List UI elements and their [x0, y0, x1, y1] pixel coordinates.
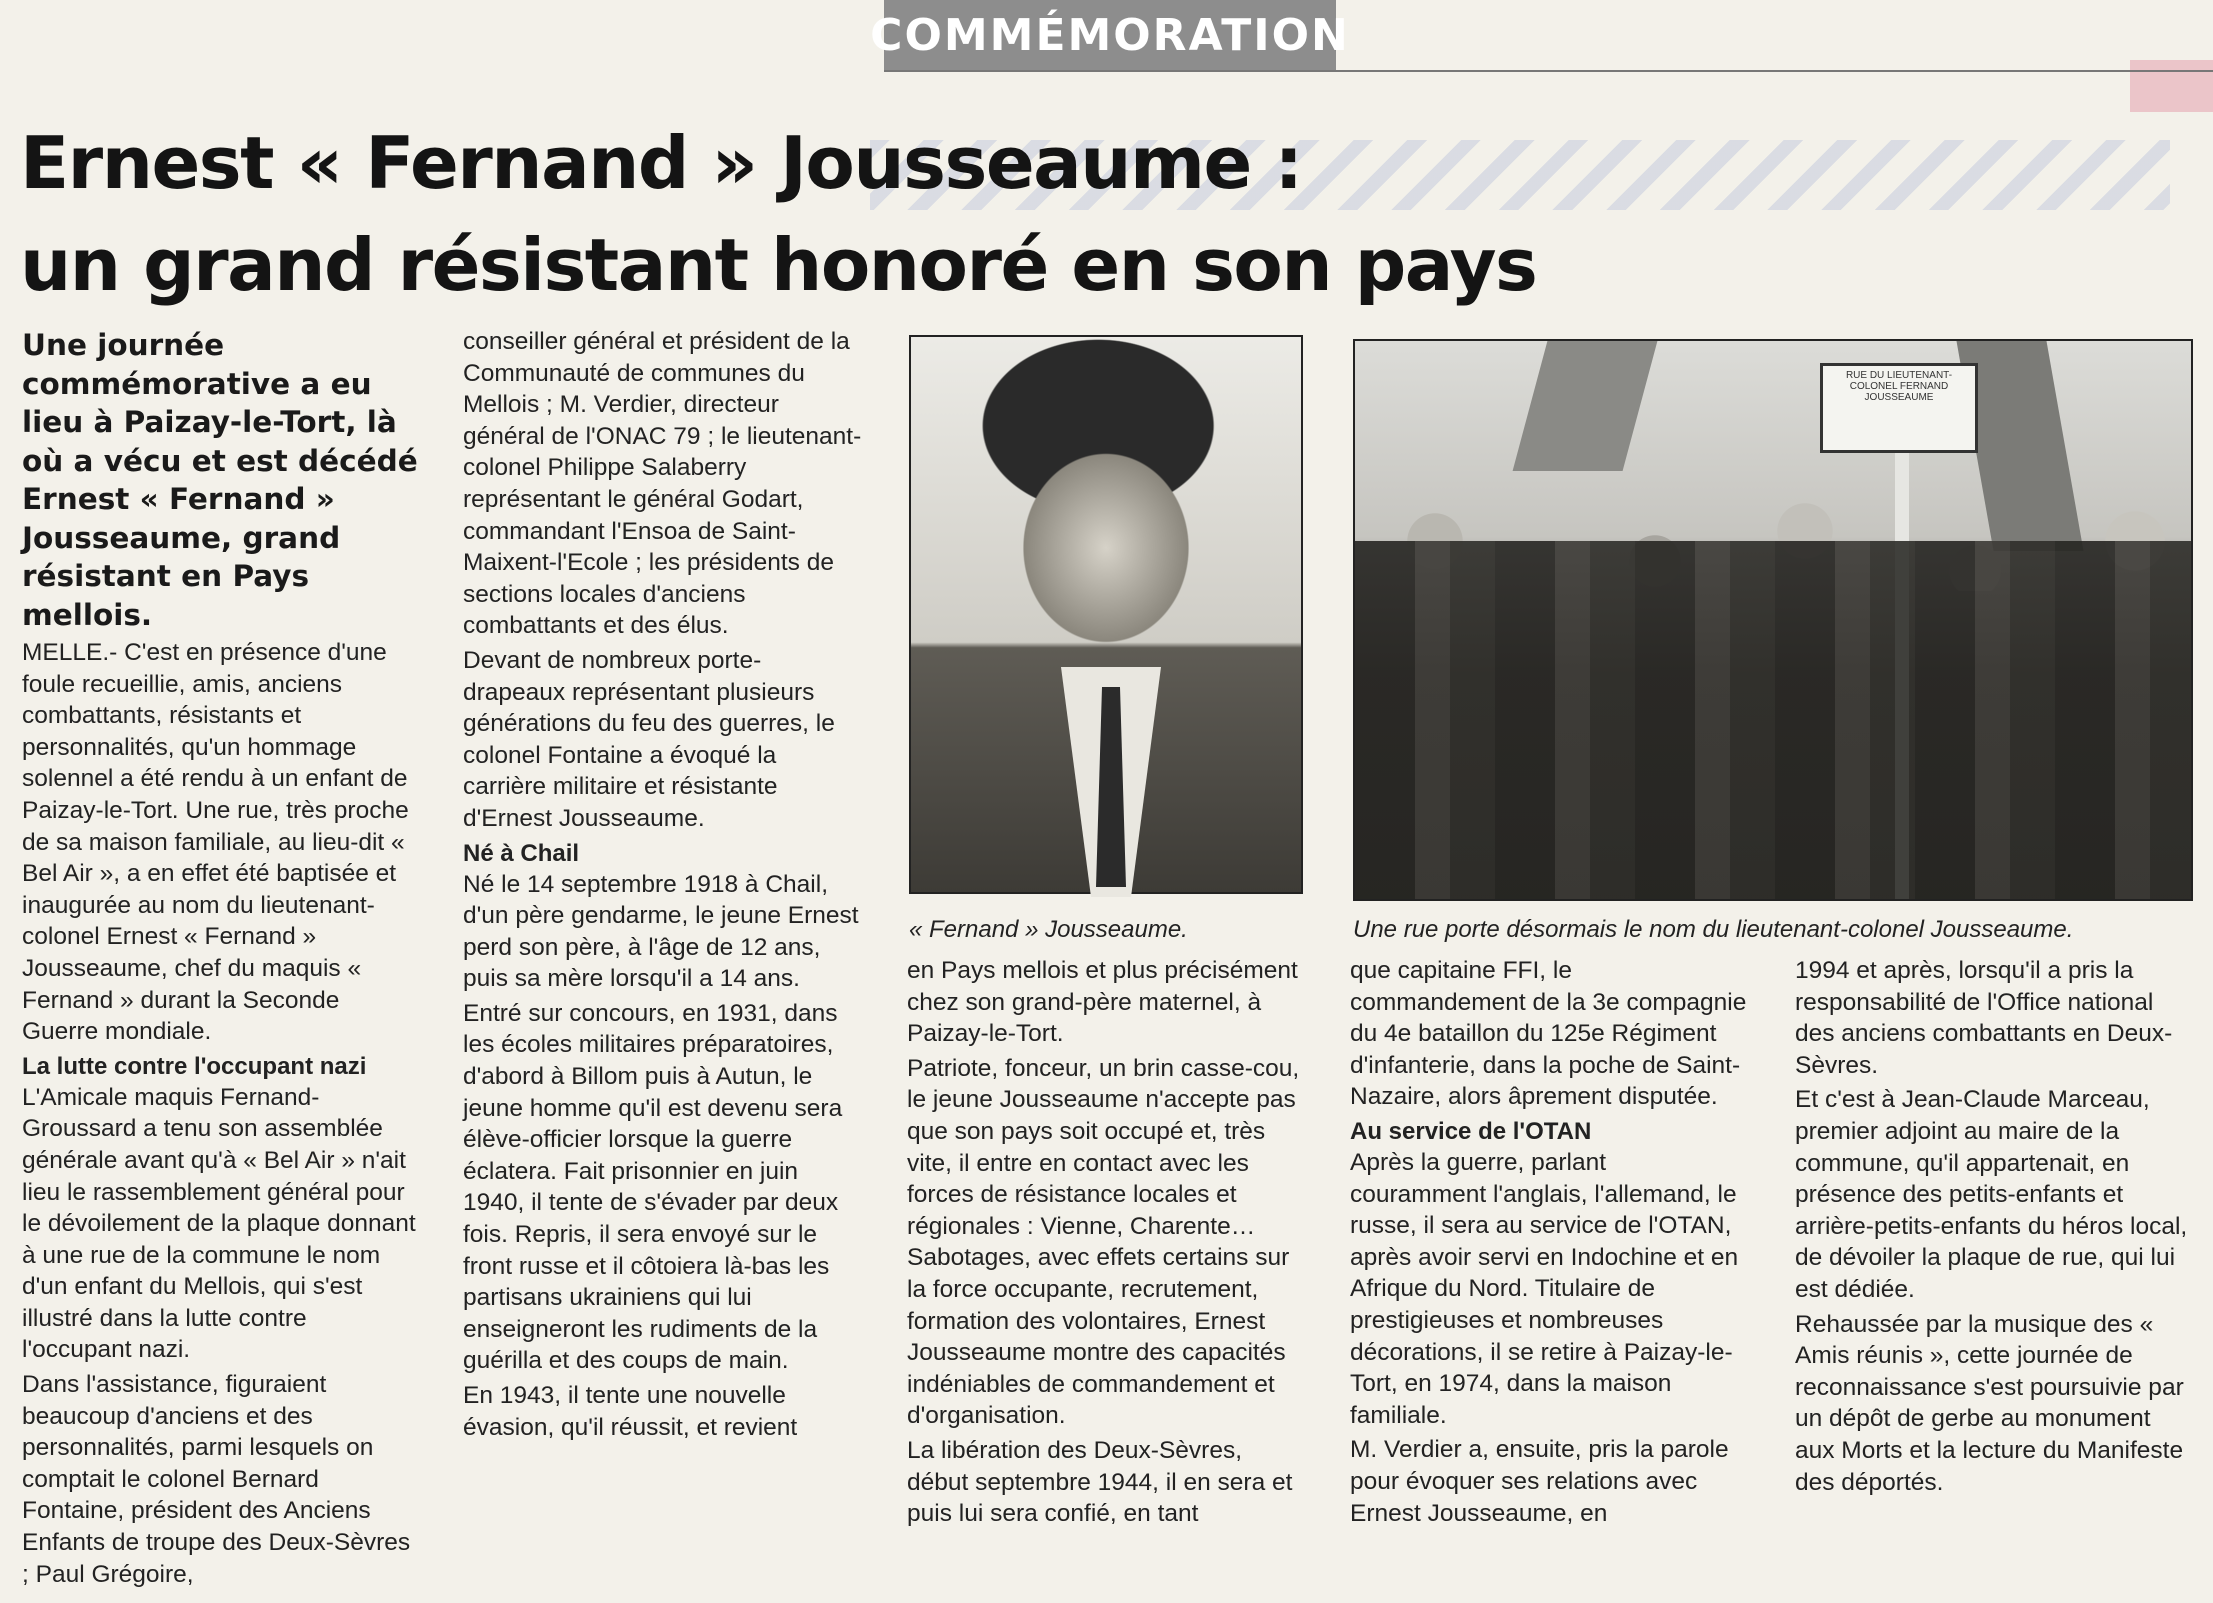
column-4	[1350, 955, 1748, 1532]
column-3	[907, 955, 1305, 1533]
headline-line-1: Ernest « Fernand » Jousseaume :	[20, 121, 1302, 205]
paragraph: Après la guerre, parlant couramment l'anglais, l'allemand, le russe, il sera au service de l'OTAN, après avoir servi en Indochine et en Afrique du Nord. Titulaire de prestigieuses et nombreuses décorations, il se retire à Paizay-le-Tort, en 1974, dans la maison familiale.	[1350, 1148, 1739, 1429]
street-sign: RUE DU LIEUTENANT-COLONEL FERNAND JOUSSEAUME	[1820, 363, 1978, 453]
section-rubric: COMMÉMORATION	[884, 0, 1336, 70]
paragraph: Né le 14 septembre 1918 à Chail, d'un père gendarme, le jeune Ernest perd son père, à l'âge de 12 ans, puis sa mère lorsqu'il a 14 ans.	[463, 870, 859, 993]
paragraph: L'Amicale maquis Fernand-Groussard a tenu son assemblée générale avant qu'à « Bel Air » n'ait lieu le rassemblement général pour le dévoilement de la plaque donnant à une rue de la commune le nom d'un enfant du Mellois, qui s'est illustré dans la lutte contre l'occupant nazi.	[22, 1083, 416, 1364]
paragraph: M. Verdier a, ensuite, pris la parole pour évoquer ses relations avec Ernest Jousseaume, en	[1350, 1436, 1729, 1527]
paragraph: Rehaussée par la musique des « Amis réunis », cette journée de reconnaissance s'est poursuivie par un dépôt de gerbe au monument aux Morts et la lecture du Manifeste des déportés.	[1795, 1310, 2184, 1496]
subheading: Au service de l'OTAN	[1350, 1117, 1592, 1145]
ceremony-photo	[1353, 339, 2193, 901]
portrait-caption: « Fernand » Jousseaume.	[909, 916, 1188, 943]
paragraph: que capitaine FFI, le commandement de la 3e compagnie du 4e bataillon du 125e Régiment d'infanterie, dans la poche de Saint-Nazaire, alors âprement disputée.	[1350, 957, 1747, 1111]
bleed-through-tag	[2130, 60, 2213, 112]
paragraph: Dans l'assistance, figuraient beaucoup d'anciens et des personnalités, parmi lesquels on comptait le colonel Bernard Fontaine, président des Anciens Enfants de troupe des Deux-Sèvres ; Paul Grégoire,	[22, 1371, 411, 1588]
paragraph: Devant de nombreux porte-drapeaux représentant plusieurs générations du feu des guerres, le colonel Fontaine a évoqué la carrière militaire et résistante d'Ernest Jousseaume.	[463, 646, 835, 832]
paragraph: En 1943, il tente une nouvelle évasion, qu'il réussit, et revient	[463, 1382, 798, 1441]
column-2	[463, 326, 863, 1446]
crowd	[1355, 541, 2193, 901]
column-1	[22, 326, 422, 1593]
paragraph: conseiller général et président de la Communauté de communes du Mellois ; M. Verdier, directeur général de l'ONAC 79 ; le lieutenant-colonel Philippe Salaberry représentant le général Godart, commandant l'Ensoa de Saint-Maixent-l'Ecole ; les présidents de sections locales d'anciens combattants et des élus.	[463, 328, 862, 640]
column-5	[1795, 955, 2193, 1501]
paragraph: Entré sur concours, en 1931, dans les écoles militaires préparatoires, d'abord à Billom puis à Autun, le jeune homme qu'il est devenu sera élève-officier lorsque la guerre éclatera. Fait prisonnier en juin 1940, il tente de s'évader par deux fois. Repris, il sera envoyé sur le front russe et il côtoiera là-bas les partisans ukrainiens qui lui enseigneront les rudiments de la guérilla et des coups de main.	[463, 999, 843, 1375]
paragraph: en Pays mellois et plus précisément chez son grand-père maternel, à Paizay-le-Tort.	[907, 957, 1298, 1048]
headline	[20, 112, 1537, 316]
paragraph: 1994 et après, lorsqu'il a pris la responsabilité de l'Office national des anciens combattants en Deux-Sèvres.	[1795, 957, 2173, 1079]
subheading: Né à Chail	[463, 839, 580, 867]
paragraph: La libération des Deux-Sèvres, début septembre 1944, il en sera et puis lui sera confié, en tant	[907, 1436, 1293, 1528]
paragraph: MELLE.- C'est en présence d'une foule recueillie, amis, anciens combattants, résistants et personnalités, qu'un hommage solennel a été rendu à un enfant de Paizay-le-Tort. Une rue, très proche de sa maison familiale, au lieu-dit « Bel Air », a en effet été baptisée et inaugurée au nom du lieutenant-colonel Ernest « Fernand » Jousseaume, chef du maquis « Fernand » durant la Seconde Guerre mondiale.	[22, 639, 409, 1046]
portrait-photo	[909, 335, 1303, 894]
flag-shape	[1513, 341, 1658, 471]
subheading: La lutte contre l'occupant nazi	[22, 1052, 367, 1080]
paragraph: Et c'est à Jean-Claude Marceau, premier adjoint au maire de la commune, qu'il appartenait, en présence des petits-enfants et arrière-petits-enfants du héros local, de dévoiler la plaque de rue, qui lui est dédiée.	[1795, 1086, 2188, 1303]
lead-paragraph: Une journée commémorative a eu lieu à Paizay-le-Tort, là où a vécu et est décédé Ernest « Fernand » Jousseaume, grand résistant en Pays mellois.	[22, 328, 418, 632]
paragraph: Patriote, fonceur, un brin casse-cou, le jeune Jousseaume n'accepte pas que son pays soit occupé et, très vite, il entre en contact avec les forces de résistance locales et régionales : Vienne, Charente… Sabotages, avec effets certains sur la force occupante, recrutement, formation des volontaires, Ernest Jousseaume montre des capacités indéniables de commandement et d'organisation.	[907, 1054, 1300, 1430]
rubric-rule	[884, 70, 2213, 72]
headline-line-2: un grand résistant honoré en son pays	[20, 223, 1537, 307]
ceremony-caption: Une rue porte désormais le nom du lieutenant-colonel Jousseaume.	[1353, 916, 2074, 943]
